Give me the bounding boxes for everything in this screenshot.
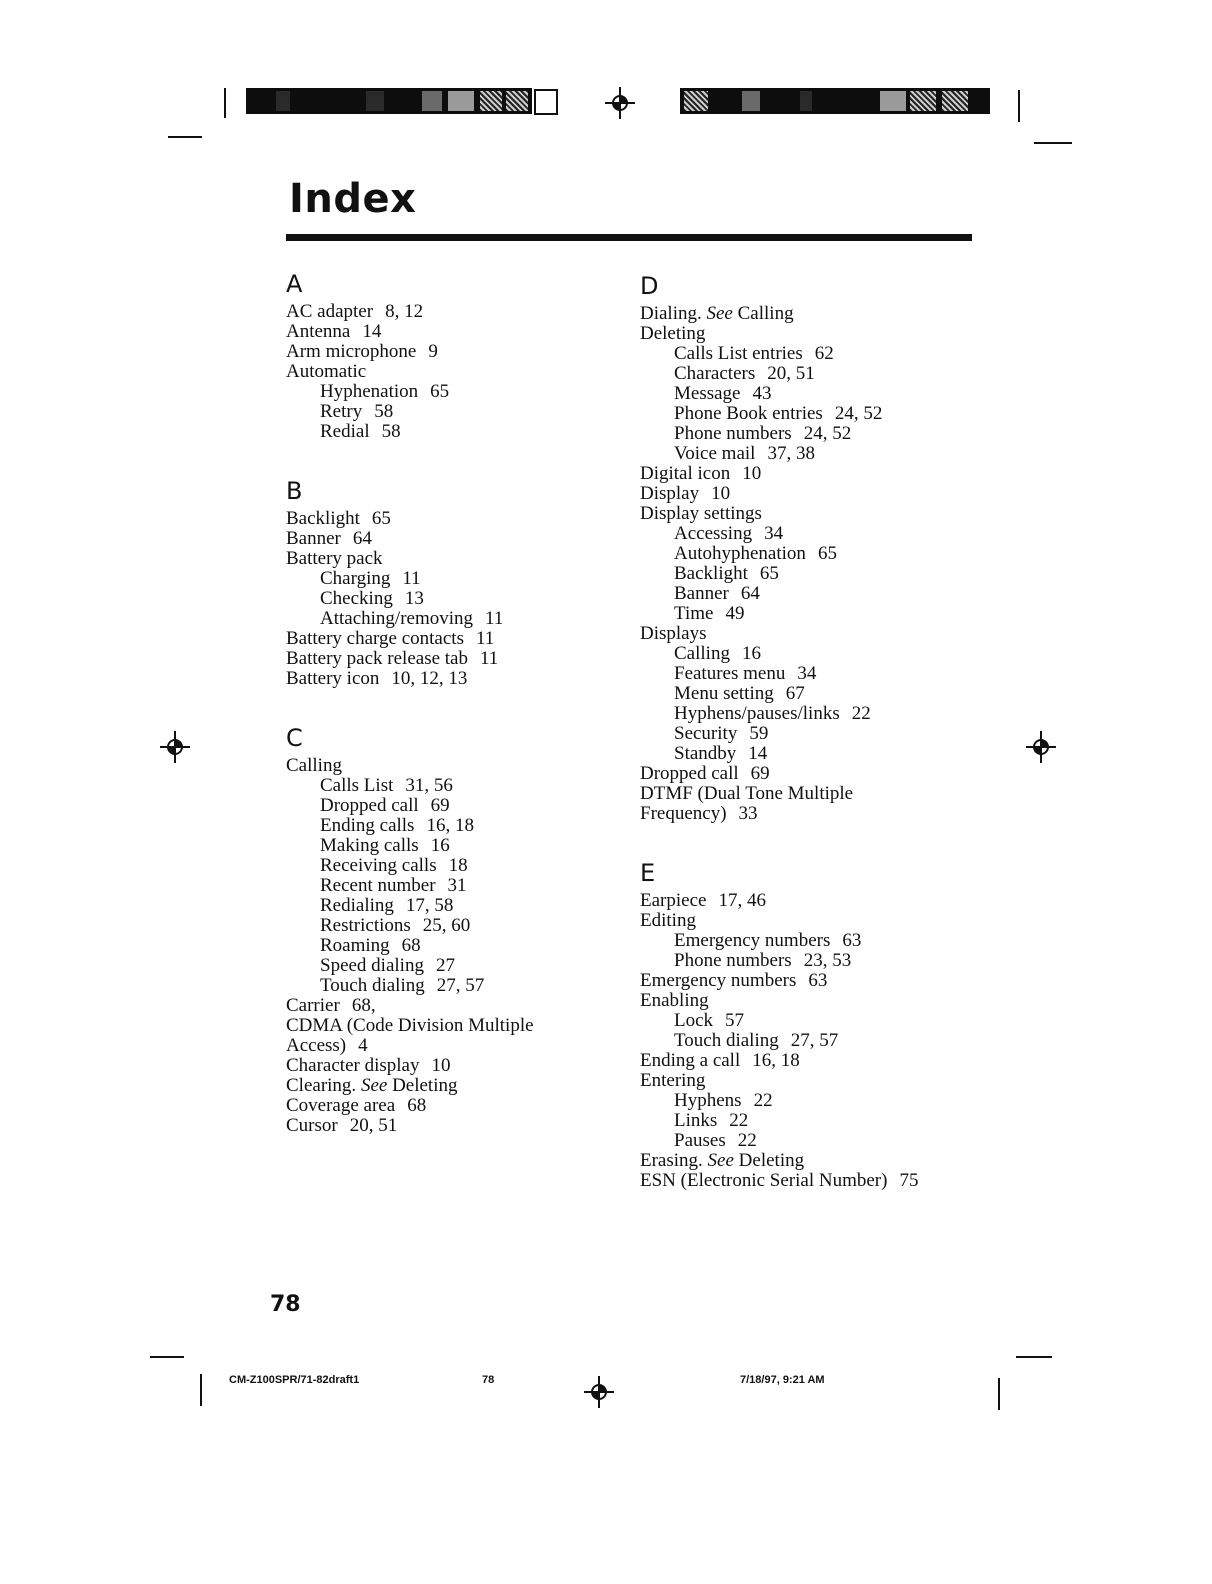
index-term: Hyphenation	[320, 381, 419, 402]
index-entry	[640, 911, 970, 931]
index-page-refs: 10	[742, 463, 762, 484]
title-rule	[286, 234, 972, 241]
index-term: Pauses	[674, 1130, 726, 1151]
index-see-target: Deleting	[392, 1075, 458, 1096]
crop-line	[998, 1378, 1000, 1410]
index-see-label: See	[707, 1150, 734, 1171]
index-page-refs: 34	[764, 523, 784, 544]
index-subentry	[640, 664, 970, 684]
index-page-refs: 8, 12	[385, 301, 424, 322]
index-column-left	[286, 268, 616, 1136]
index-entry	[640, 764, 970, 784]
index-term: Antenna	[286, 321, 351, 342]
index-term: Security	[674, 723, 738, 744]
index-term: Banner	[286, 528, 341, 549]
index-column-right	[640, 270, 970, 1191]
index-entry	[640, 464, 970, 484]
index-term: Dropped call	[640, 763, 739, 784]
index-entry	[286, 549, 616, 569]
index-term: Banner	[674, 583, 729, 604]
index-subentry	[640, 404, 970, 424]
footer-document-id: CM-Z100SPR/71-82draft1	[229, 1374, 360, 1386]
index-subentry	[286, 896, 616, 916]
index-term: Emergency numbers	[640, 970, 797, 991]
index-term: Phone Book entries	[674, 403, 823, 424]
index-subentry	[286, 776, 616, 796]
index-entry	[286, 1096, 616, 1116]
index-term: Automatic	[286, 361, 367, 382]
index-page-refs: 58	[374, 401, 394, 422]
index-subentry	[640, 744, 970, 764]
index-term: Calls List entries	[674, 343, 803, 364]
registration-mark-icon	[1026, 731, 1056, 763]
index-section-letter: C	[286, 724, 303, 752]
index-subentry	[286, 856, 616, 876]
index-page-refs: 10	[711, 483, 731, 504]
index-term: Dropped call	[320, 795, 419, 816]
index-term: AC adapter	[286, 301, 374, 322]
index-term: Emergency numbers	[674, 930, 831, 951]
section-gap	[640, 824, 970, 857]
index-subentry	[286, 796, 616, 816]
index-term: Frequency)	[640, 803, 727, 824]
index-page-refs: 16, 18	[752, 1050, 800, 1071]
index-page-refs: 10	[431, 1055, 451, 1076]
registration-mark-icon	[160, 731, 190, 763]
index-term: Calling	[674, 643, 730, 664]
index-entry	[640, 1051, 970, 1071]
index-term: Recent number	[320, 875, 436, 896]
index-entry	[640, 971, 970, 991]
index-entry	[286, 302, 616, 322]
index-term: Erasing.	[640, 1150, 703, 1171]
index-section-letter: E	[640, 859, 656, 887]
index-subentry	[640, 1131, 970, 1151]
index-term: Roaming	[320, 935, 390, 956]
index-term: Attaching/removing	[320, 608, 474, 629]
crop-line	[1018, 90, 1020, 122]
index-page-refs: 63	[808, 970, 828, 991]
index-term: Features menu	[674, 663, 786, 684]
index-page-refs: 49	[725, 603, 745, 624]
crop-line	[200, 1374, 202, 1406]
index-term: Redialing	[320, 895, 394, 916]
index-entry	[640, 991, 970, 1011]
index-page-refs: 16	[741, 643, 761, 664]
index-section-letter: A	[286, 270, 303, 298]
index-term: Access)	[286, 1035, 347, 1056]
index-subentry	[286, 916, 616, 936]
index-entry	[640, 1071, 970, 1091]
color-bar-right	[680, 88, 990, 114]
index-term: Coverage area	[286, 1095, 396, 1116]
index-entry	[640, 504, 970, 524]
index-term: Checking	[320, 588, 393, 609]
index-page-refs: 59	[749, 723, 769, 744]
index-term: Calls List	[320, 775, 394, 796]
index-term: Characters	[674, 363, 756, 384]
index-term: Phone numbers	[674, 950, 792, 971]
index-see-target: Calling	[737, 303, 794, 324]
index-entry	[640, 784, 970, 804]
index-term: Carrier	[286, 995, 340, 1016]
index-entry	[286, 509, 616, 529]
index-page-refs: 69	[750, 763, 770, 784]
index-page-refs: 68	[401, 935, 421, 956]
index-page-refs: 11	[402, 568, 421, 589]
index-subentry	[640, 684, 970, 704]
index-page-refs: 16, 18	[426, 815, 474, 836]
index-term: Message	[674, 383, 741, 404]
index-term: Ending calls	[320, 815, 415, 836]
index-entry	[640, 324, 970, 344]
index-page-refs: 68	[407, 1095, 427, 1116]
index-term: Digital icon	[640, 463, 731, 484]
index-page-refs: 34	[797, 663, 817, 684]
index-entry	[286, 362, 616, 382]
index-term: Making calls	[320, 835, 419, 856]
index-subentry	[286, 876, 616, 896]
index-subentry	[286, 402, 616, 422]
index-term: Charging	[320, 568, 391, 589]
index-page-refs: 31	[447, 875, 467, 896]
index-entry	[286, 1036, 616, 1056]
crop-line	[1016, 1356, 1052, 1358]
index-page-refs: 69	[430, 795, 450, 816]
index-term: Battery charge contacts	[286, 628, 464, 649]
index-term: Display settings	[640, 503, 762, 524]
index-entry	[286, 756, 616, 776]
index-term: Autohyphenation	[674, 543, 806, 564]
index-page-refs: 65	[430, 381, 450, 402]
color-bar-blank-box	[534, 89, 558, 115]
index-term: Accessing	[674, 523, 753, 544]
index-subentry	[286, 836, 616, 856]
index-subentry	[640, 951, 970, 971]
index-subentry	[640, 384, 970, 404]
index-page-refs: 20, 51	[767, 363, 815, 384]
index-term: Calling	[286, 755, 342, 776]
index-term: Backlight	[674, 563, 748, 584]
index-subentry	[640, 931, 970, 951]
index-term: Editing	[640, 910, 696, 931]
index-page-refs: 37, 38	[767, 443, 815, 464]
index-entry	[286, 1076, 616, 1096]
index-entry	[286, 322, 616, 342]
index-entry	[640, 624, 970, 644]
index-page-refs: 20, 51	[349, 1115, 398, 1136]
index-subentry	[286, 936, 616, 956]
index-entry	[286, 529, 616, 549]
index-page-refs: 67	[785, 683, 805, 704]
index-page-refs: 65	[759, 563, 779, 584]
index-page-refs: 24, 52	[834, 403, 883, 424]
index-page-refs: 22	[753, 1090, 773, 1111]
index-entry	[286, 1056, 616, 1076]
index-subentry	[640, 704, 970, 724]
index-page-refs: 64	[740, 583, 760, 604]
index-entry	[286, 1016, 616, 1036]
index-subentry	[640, 344, 970, 364]
index-term: Retry	[320, 401, 363, 422]
crop-line	[168, 136, 202, 138]
index-term: Hyphens/pauses/links	[674, 703, 840, 724]
index-page-refs: 23, 53	[803, 950, 852, 971]
index-page-refs: 13	[404, 588, 424, 609]
index-section-letter: D	[640, 272, 659, 300]
footer-page-ref: 78	[482, 1374, 495, 1386]
index-page-refs: 9	[428, 341, 438, 362]
index-see-target: Deleting	[738, 1150, 805, 1171]
index-page-refs: 16	[430, 835, 450, 856]
index-page-refs: 68,	[351, 995, 376, 1016]
index-term: Standby	[674, 743, 737, 764]
index-entry	[286, 996, 616, 1016]
index-page-refs: 58	[381, 421, 401, 442]
index-term: Deleting	[640, 323, 706, 344]
index-term: Enabling	[640, 990, 709, 1011]
section-gap	[286, 689, 616, 722]
index-term: Voice mail	[674, 443, 756, 464]
index-entry	[640, 891, 970, 911]
index-page-refs: 17, 46	[718, 890, 766, 911]
index-term: Touch dialing	[674, 1030, 779, 1051]
index-term: DTMF (Dual Tone Multiple	[640, 783, 854, 804]
index-subentry	[640, 1011, 970, 1031]
index-page-refs: 10, 12, 13	[391, 668, 468, 689]
index-subentry	[640, 1091, 970, 1111]
index-term: Battery pack	[286, 548, 383, 569]
index-see-label: See	[360, 1075, 388, 1096]
index-term: Phone numbers	[674, 423, 792, 444]
index-term: Display	[640, 483, 700, 504]
index-page-refs: 27, 57	[790, 1030, 839, 1051]
crop-line	[150, 1356, 184, 1358]
index-term: Dialing.	[640, 303, 702, 324]
index-entry	[286, 342, 616, 362]
index-page-refs: 22	[737, 1130, 757, 1151]
index-page-refs: 25, 60	[422, 915, 471, 936]
index-term: Speed dialing	[320, 955, 424, 976]
index-subentry	[640, 424, 970, 444]
index-entry	[640, 484, 970, 504]
index-term: Restrictions	[320, 915, 411, 936]
index-term: Arm microphone	[286, 341, 417, 362]
index-term: Links	[674, 1110, 718, 1131]
index-page-refs: 43	[752, 383, 772, 404]
index-term: Clearing.	[286, 1075, 357, 1096]
index-subentry	[640, 444, 970, 464]
index-term: Ending a call	[640, 1050, 741, 1071]
index-subentry	[640, 1031, 970, 1051]
index-term: Character display	[286, 1055, 420, 1076]
index-subentry	[640, 724, 970, 744]
index-page-refs: 14	[748, 743, 768, 764]
index-subentry	[640, 644, 970, 664]
index-entry	[286, 669, 616, 689]
footer-timestamp: 7/18/97, 9:21 AM	[740, 1374, 825, 1386]
index-entry	[286, 629, 616, 649]
index-subentry	[640, 364, 970, 384]
index-subentry	[640, 584, 970, 604]
index-subentry	[640, 604, 970, 624]
registration-mark-icon	[584, 1376, 614, 1408]
index-term: Earpiece	[640, 890, 707, 911]
index-page-refs: 57	[725, 1010, 745, 1031]
index-subentry	[286, 609, 616, 629]
index-term: Menu setting	[674, 683, 774, 704]
index-subentry	[640, 1111, 970, 1131]
crop-line	[224, 88, 226, 118]
index-term: Backlight	[286, 508, 360, 529]
index-page-refs: 11	[485, 608, 504, 629]
index-page-refs: 64	[352, 528, 372, 549]
index-page-refs: 27	[435, 955, 455, 976]
index-term: Time	[674, 603, 714, 624]
index-term: Lock	[674, 1010, 714, 1031]
index-subentry	[286, 569, 616, 589]
index-term: Cursor	[286, 1115, 338, 1136]
index-entry	[640, 1171, 970, 1191]
index-page-refs: 4	[358, 1035, 368, 1056]
index-subentry	[640, 564, 970, 584]
index-term: ESN (Electronic Serial Number)	[640, 1170, 888, 1191]
index-page-refs: 17, 58	[405, 895, 454, 916]
index-section-letter: B	[286, 477, 303, 505]
index-term: Redial	[320, 421, 370, 442]
page-title: Index	[289, 176, 417, 222]
index-term: Hyphens	[674, 1090, 742, 1111]
index-term: Displays	[640, 623, 707, 644]
index-term: Battery icon	[286, 668, 380, 689]
index-page-refs: 18	[448, 855, 468, 876]
page-number: 78	[270, 1292, 301, 1317]
index-subentry	[640, 544, 970, 564]
index-see-label: See	[706, 303, 733, 324]
index-page-refs: 63	[842, 930, 862, 951]
index-term: CDMA (Code Division Multiple	[286, 1015, 534, 1036]
crop-line	[1034, 142, 1072, 144]
index-page-refs: 27, 57	[436, 975, 485, 996]
index-entry	[640, 1151, 970, 1171]
index-entry	[640, 304, 970, 324]
index-page-refs: 75	[899, 1170, 919, 1191]
index-term: Entering	[640, 1070, 706, 1091]
index-subentry	[286, 589, 616, 609]
color-bar-left	[246, 88, 532, 114]
index-page-refs: 22	[729, 1110, 749, 1131]
index-page-refs: 33	[738, 803, 758, 824]
index-page-refs: 24, 52	[803, 423, 852, 444]
index-term: Receiving calls	[320, 855, 437, 876]
index-entry	[286, 1116, 616, 1136]
index-page-refs: 22	[851, 703, 871, 724]
index-page-refs: 14	[362, 321, 382, 342]
index-subentry	[640, 524, 970, 544]
index-entry	[640, 804, 970, 824]
section-gap	[286, 442, 616, 475]
index-subentry	[286, 976, 616, 996]
registration-mark-icon	[605, 87, 635, 119]
index-subentry	[286, 382, 616, 402]
index-subentry	[286, 816, 616, 836]
index-page-refs: 31, 56	[405, 775, 453, 796]
index-page-refs: 11	[475, 628, 495, 649]
index-page-refs: 65	[817, 543, 837, 564]
index-page-refs: 62	[814, 343, 834, 364]
index-entry	[286, 649, 616, 669]
index-term: Battery pack release tab	[286, 648, 468, 669]
index-term: Touch dialing	[320, 975, 425, 996]
index-page-refs: 65	[371, 508, 391, 529]
index-page-refs: 11	[479, 648, 499, 669]
index-subentry	[286, 422, 616, 442]
index-subentry	[286, 956, 616, 976]
